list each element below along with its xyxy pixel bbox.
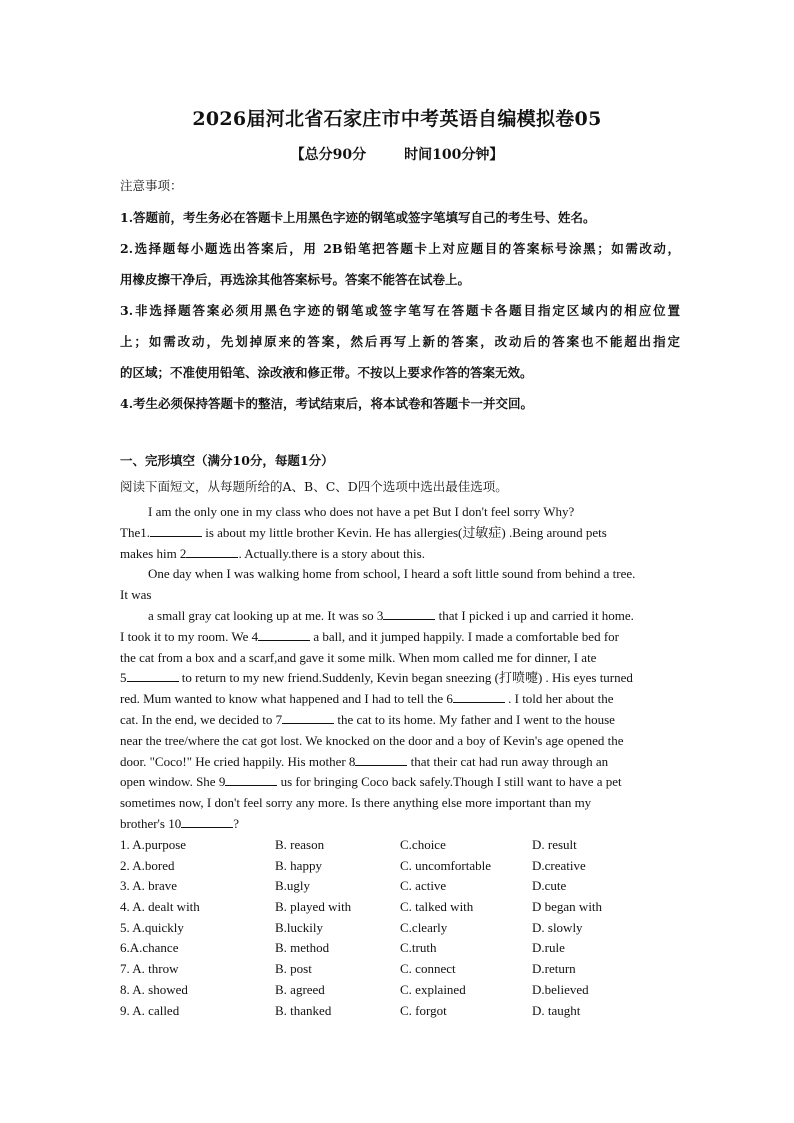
option-c: C. explained [400,981,466,997]
option-c: C.choice [400,837,446,852]
option-b: B.ugly [275,878,311,894]
passage-line: 5 to return to my new friend.Suddenly, Kevin began sneezing (打喷嚏) . His eyes turned [120,670,633,686]
blank-8 [355,752,407,766]
time-limit: 时间100分钟】 [404,147,504,163]
option-a: 6.A.chance [120,940,179,956]
option-d: D.cute [532,878,567,894]
option-c: C.clearly [400,919,448,935]
note-line: 用橡皮擦干净后，再选涂其他答案标号。答案不能答在试卷上。 [120,272,471,287]
option-c: C. uncomfortable [400,857,491,873]
option-row-9 [120,1001,680,1022]
option-d: D. slowly [532,919,583,935]
option-a: 4. A. dealt with [120,899,200,915]
option-d: D.rule [532,940,565,956]
answer-options [120,835,680,1021]
option-row-1 [120,835,680,856]
passage-line: brother's 10 ? [120,815,239,831]
option-b: B.luckily [275,919,324,935]
notes-heading: 注意事项： [120,178,183,193]
note-line: 1.答题前，考生务必在答题卡上用黑色字迹的钢笔或签字笔填写自己的考生号、姓名。 [120,210,596,225]
blank-7 [282,710,334,724]
passage-line: cat. In the end, we decided to 7 the cat to its home. My father and I went to the house [120,711,615,727]
option-row-8 [120,980,680,1001]
option-b: B. reason [275,837,325,852]
total-score: 【总分90分 [290,147,367,163]
option-c: C. forgot [400,1002,447,1018]
option-a: 1. A.purpose [120,837,187,852]
passage-line: near the tree/where the cat got lost. We knocked on the door and a boy of Kevin's age opened the [120,732,624,748]
passage-line: I took it to my room. We 4 a ball, and it jumped happily. I made a comfortable bed for [120,628,619,644]
exam-title: 2026届河北省石家庄市中考英语自编模拟卷05 [192,108,602,130]
note-line: 4.考生必须保持答题卡的整洁，考试结束后，将本试卷和答题卡一并交回。 [120,396,534,411]
option-row-3 [120,876,680,897]
section-instruction: 阅读下面短文，从每题所给的A、B、C、D四个选项中选出最佳选项。 [120,479,508,494]
passage-line: I am the only one in my class who does not have a pet But I don't feel sorry Why? [148,504,575,519]
note-line: 3.非选择题答案必须用黑色字迹的钢笔或签字笔写在答题卡各题目指定区域内的相应位置 [120,303,680,318]
section-title: 一、完形填空（满分10分，每题1分） [120,453,334,468]
option-row-2 [120,856,680,877]
blank-10 [181,814,233,828]
blank-6 [453,689,505,703]
option-c: C. connect [400,961,456,977]
option-a: 8. A. showed [120,981,188,997]
blank-3 [383,606,435,620]
option-row-7 [120,959,680,980]
option-c: C. talked with [400,899,474,915]
blank-5 [127,668,179,682]
passage-line: a small gray cat looking up at me. It was so 3 that I picked i up and carried it home. [148,607,634,623]
passage-line: One day when I was walking home from school, I heard a soft little sound from behind a tree. [148,566,636,582]
passage-line: The1. is about my little brother Kevin. He has allergies(过敏症) .Being around pets [120,524,607,540]
exam-info [0,144,794,164]
option-a: 3. A. brave [120,878,178,894]
option-c: C.truth [400,940,437,956]
option-a: 2. A.bored [120,857,175,873]
passage-line: It was [120,587,152,603]
note-line: 2.选择题每小题选出答案后，用 2B铅笔把答题卡上对应题目的答案标号涂黑；如需改动， [120,241,680,256]
option-b: B. post [275,961,312,977]
passage-line: the cat from a box and a scarf,and gave it some milk. When mom called me for dinner, I ate [120,649,597,665]
option-d: D.return [532,961,576,977]
blank-9 [225,772,277,786]
note-line: 的区域；不准使用铅笔、涂改液和修正带。不按以上要求作答的答案无效。 [120,365,533,380]
blank-4 [258,627,310,641]
note-line: 上；如需改动，先划掉原来的答案，然后再写上新的答案，改动后的答案也不能超出指定 [120,334,680,349]
option-d: D. result [532,837,577,852]
option-b: B. method [275,940,330,956]
option-a: 9. A. called [120,1002,180,1018]
option-row-6 [120,938,680,959]
option-d: D. taught [532,1002,581,1018]
cloze-passage [120,502,678,835]
passage-line: open window. She 9 us for bringing Coco back safely.Though I still want to have a pet [120,774,622,790]
option-b: B. played with [275,899,352,915]
option-row-5 [120,918,680,939]
exam-notes [120,176,680,425]
option-d: D.creative [532,857,586,873]
option-a: 7. A. throw [120,961,179,977]
option-b: B. thanked [275,1002,332,1018]
passage-line: makes him 2 . Actually.there is a story about this. [120,545,425,561]
passage-line: door. "Coco!" He cried happily. His mother 8 that their cat had run away through an [120,753,609,769]
option-c: C. active [400,878,447,894]
option-row-4 [120,897,680,918]
option-b: B. agreed [275,981,325,997]
passage-line: sometimes now, I don't feel sorry any more. Is there anything else more important than my [120,795,592,811]
option-d: D began with [532,899,603,915]
blank-1 [150,523,202,537]
passage-line: red. Mum wanted to know what happened and I had to tell the 6 . I told her about the [120,691,614,707]
blank-2 [186,544,238,558]
option-a: 5. A.quickly [120,919,184,935]
option-d: D.believed [532,981,589,997]
option-b: B. happy [275,857,322,873]
